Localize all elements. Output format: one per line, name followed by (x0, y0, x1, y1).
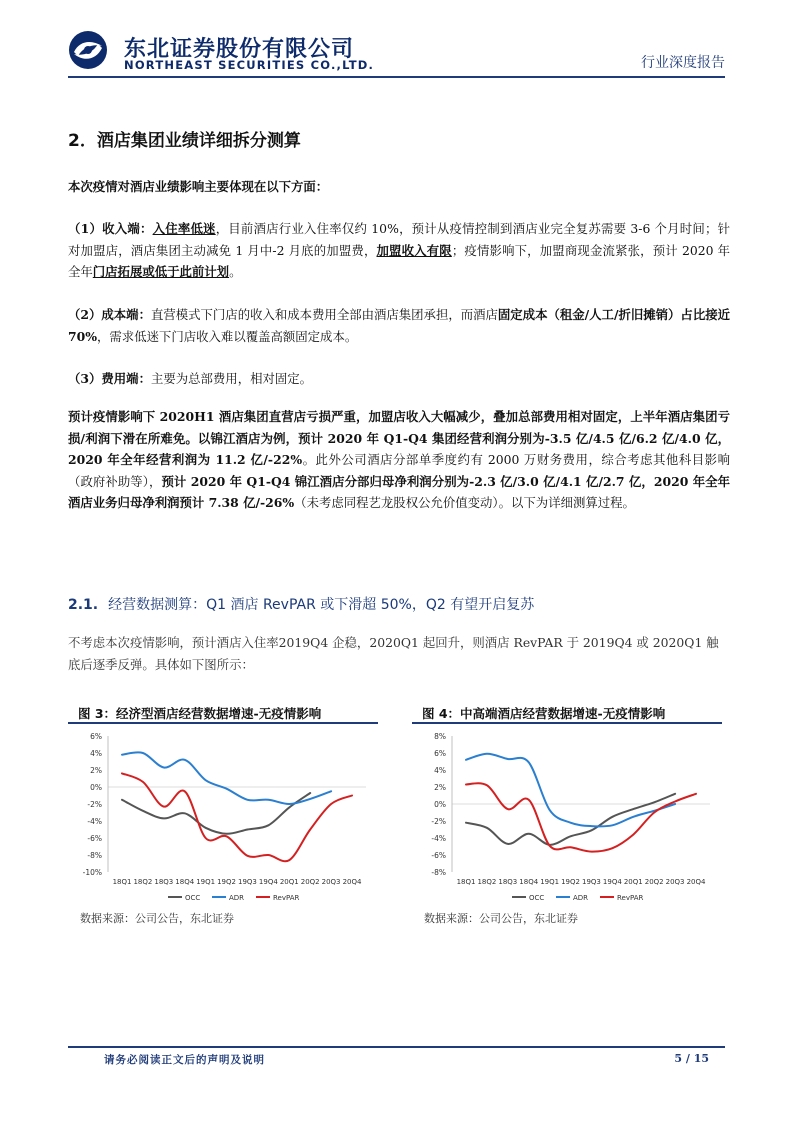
figure-intro-paragraph: 不考虑本次疫情影响，预计酒店入住率2019Q4 企稳，2020Q1 起回升，则酒店 RevPAR 于 2019Q4 或 2020Q1 触底后逐季反弹。具体如下图所示： (68, 635, 719, 672)
page-number: 5 / 15 (674, 1052, 709, 1065)
intro-text: 本次疫情对酒店业绩影响主要体现在以下方面： (68, 179, 329, 194)
y-tick-label: -6% (87, 834, 102, 843)
y-tick-label: 0% (434, 800, 446, 809)
y-tick-label: -10% (82, 868, 102, 877)
x-tick-label: 19Q1 (540, 878, 560, 886)
cost-paragraph (68, 304, 730, 347)
report-type-label: 行业深度报告 (641, 55, 725, 71)
revenue-key-3: 门店拓展或低于此前计划 (92, 264, 230, 280)
forecast-text-1: 预计疫情影响下 2020H1 酒店集团直营店亏损严重，加盟店收入大幅减少，叠加总部费用相对固定，上半年酒店集团亏损/利润下滑在所难免。以锦江酒店为例，预计 2020 年 Q1-Q4 集团经营利润分别为-3.5 亿/4.5 亿/6.2 亿/4.0 亿，2020 年全年经营利润为 11.2 亿/-22% (68, 409, 730, 468)
series-line-adr (466, 754, 675, 827)
revenue-key-2: 加盟收入有限 (376, 242, 452, 258)
legend-label-revpar: RevPAR (617, 894, 644, 902)
legend-label-occ: OCC (529, 894, 545, 902)
x-tick-label: 20Q2 (300, 878, 320, 886)
revenue-text-2: ；疫情影响下，加盟商现金流紧张，预计 2020 年全年 (68, 242, 730, 280)
x-tick-label: 19Q4 (602, 878, 622, 886)
x-tick-label: 19Q2 (561, 878, 580, 886)
revenue-text-1: ，目前酒店行业入住率仅约 10%，预计从疫情控制到酒店业完全复苏需要 3-6 个月时间；针对加盟店，酒店集团主动减免 1 月中-2 月底的加盟费， (68, 221, 731, 258)
figure-3-title: 图 3：经济型酒店经营数据增速-无疫情影响 (78, 706, 322, 721)
y-tick-label: -2% (431, 817, 446, 826)
legend-label-occ: OCC (185, 894, 201, 902)
y-tick-label: 2% (90, 766, 102, 775)
x-tick-label: 18Q2 (477, 878, 497, 886)
subsection-text: 经营数据测算：Q1 酒店 RevPAR 或下滑超 50%，Q2 有望开启复苏 (108, 597, 535, 613)
x-tick-label: 20Q1 (279, 878, 299, 886)
y-tick-label: -8% (431, 868, 446, 877)
revenue-label: （1）收入端： (68, 221, 153, 236)
y-tick-label: 4% (90, 749, 102, 758)
forecast-paragraph (68, 406, 730, 514)
x-tick-label: 19Q4 (258, 878, 278, 886)
figure-4 (412, 702, 722, 925)
y-tick-label: -4% (431, 834, 446, 843)
subsection-number: 2.1. (68, 597, 99, 613)
figure-4-divider (412, 722, 722, 724)
x-tick-label: 20Q1 (623, 878, 643, 886)
x-tick-label: 20Q3 (321, 878, 341, 886)
y-tick-label: 6% (90, 732, 102, 741)
legend-label-adr: ADR (229, 894, 245, 902)
series-line-revpar (466, 783, 696, 851)
x-tick-label: 18Q3 (154, 878, 174, 886)
y-tick-label: -4% (87, 817, 102, 826)
figure-3 (68, 702, 378, 925)
x-tick-label: 18Q1 (112, 878, 132, 886)
y-tick-label: 4% (434, 766, 446, 775)
y-tick-label: 0% (90, 783, 102, 792)
y-tick-label: 8% (434, 732, 446, 741)
footer-divider (68, 1046, 725, 1048)
revenue-paragraph (68, 218, 730, 283)
x-tick-label: 20Q4 (686, 878, 706, 886)
x-tick-label: 18Q4 (175, 878, 195, 886)
figure-3-chart (68, 728, 378, 908)
page-header (0, 0, 793, 90)
cost-label: （2）成本端： (68, 307, 151, 322)
revenue-text-3: 。 (229, 264, 242, 280)
section-title: 2．酒店集团业绩详细拆分测算 (68, 131, 301, 151)
header-divider (68, 76, 725, 78)
figure-3-divider (68, 722, 378, 724)
intro-paragraph (68, 176, 730, 198)
figure-4-source: 数据来源：公司公告，东北证券 (424, 912, 578, 925)
series-line-occ (122, 793, 310, 834)
cost-text-2: ，需求低迷下门店收入难以覆盖高额固定成本。 (97, 328, 358, 344)
x-tick-label: 20Q2 (644, 878, 664, 886)
company-logo-icon (68, 30, 108, 70)
forecast-text-3: 预计 2020 年 Q1-Q4 锦江酒店分部归母净利润分别为-2.3 亿/3.0 亿/4.1 亿/2.7 亿，2020 年全年酒店业务归母净利润预计 7.38 亿/-26% (68, 473, 730, 511)
figure-3-source: 数据来源：公司公告，东北证券 (80, 912, 234, 925)
company-name-cn: 东北证券股份有限公司 (124, 37, 355, 62)
cost-key: 固定成本（租金/人工/折旧摊销）占比接近 70% (68, 307, 730, 344)
y-tick-label: -2% (87, 800, 102, 809)
y-tick-label: 6% (434, 749, 446, 758)
expense-label: （3）费用端： (68, 371, 151, 386)
y-tick-label: 2% (434, 783, 446, 792)
x-tick-label: 18Q1 (456, 878, 476, 886)
figure-4-title: 图 4：中高端酒店经营数据增速-无疫情影响 (422, 706, 666, 721)
revenue-key-1: 入住率低迷 (152, 221, 216, 236)
x-tick-label: 18Q4 (519, 878, 539, 886)
y-tick-label: -8% (87, 851, 102, 860)
legend-label-adr: ADR (573, 894, 589, 902)
legend-label-revpar: RevPAR (273, 894, 300, 902)
x-tick-label: 20Q4 (342, 878, 362, 886)
x-tick-label: 18Q2 (133, 878, 153, 886)
x-tick-label: 19Q2 (217, 878, 236, 886)
figure-4-chart (412, 728, 722, 908)
x-tick-label: 19Q1 (196, 878, 216, 886)
x-tick-label: 19Q3 (238, 878, 257, 886)
x-tick-label: 19Q3 (582, 878, 601, 886)
x-tick-label: 20Q3 (665, 878, 685, 886)
y-tick-label: -6% (431, 851, 446, 860)
forecast-text-4: （未考虑同程艺龙股权公允价值变动）。以下为详细测算过程。 (294, 495, 635, 511)
expense-text: 主要为总部费用，相对固定。 (150, 371, 313, 386)
x-tick-label: 18Q3 (498, 878, 518, 886)
expense-paragraph (68, 368, 730, 390)
forecast-text-2: 。此外公司酒店分部单季度约有 2000 万财务费用，综合考虑其他科目影响（政府补助等）， (68, 452, 730, 489)
cost-text-1: 直营模式下门店的收入和成本费用全部由酒店集团承担，而酒店 (150, 307, 498, 322)
subsection-title (68, 594, 534, 614)
footer-disclaimer: 请务必阅读正文后的声明及说明 (104, 1054, 265, 1066)
company-name-en: NORTHEAST SECURITIES CO.,LTD. (124, 58, 375, 72)
series-line-occ (466, 794, 675, 845)
